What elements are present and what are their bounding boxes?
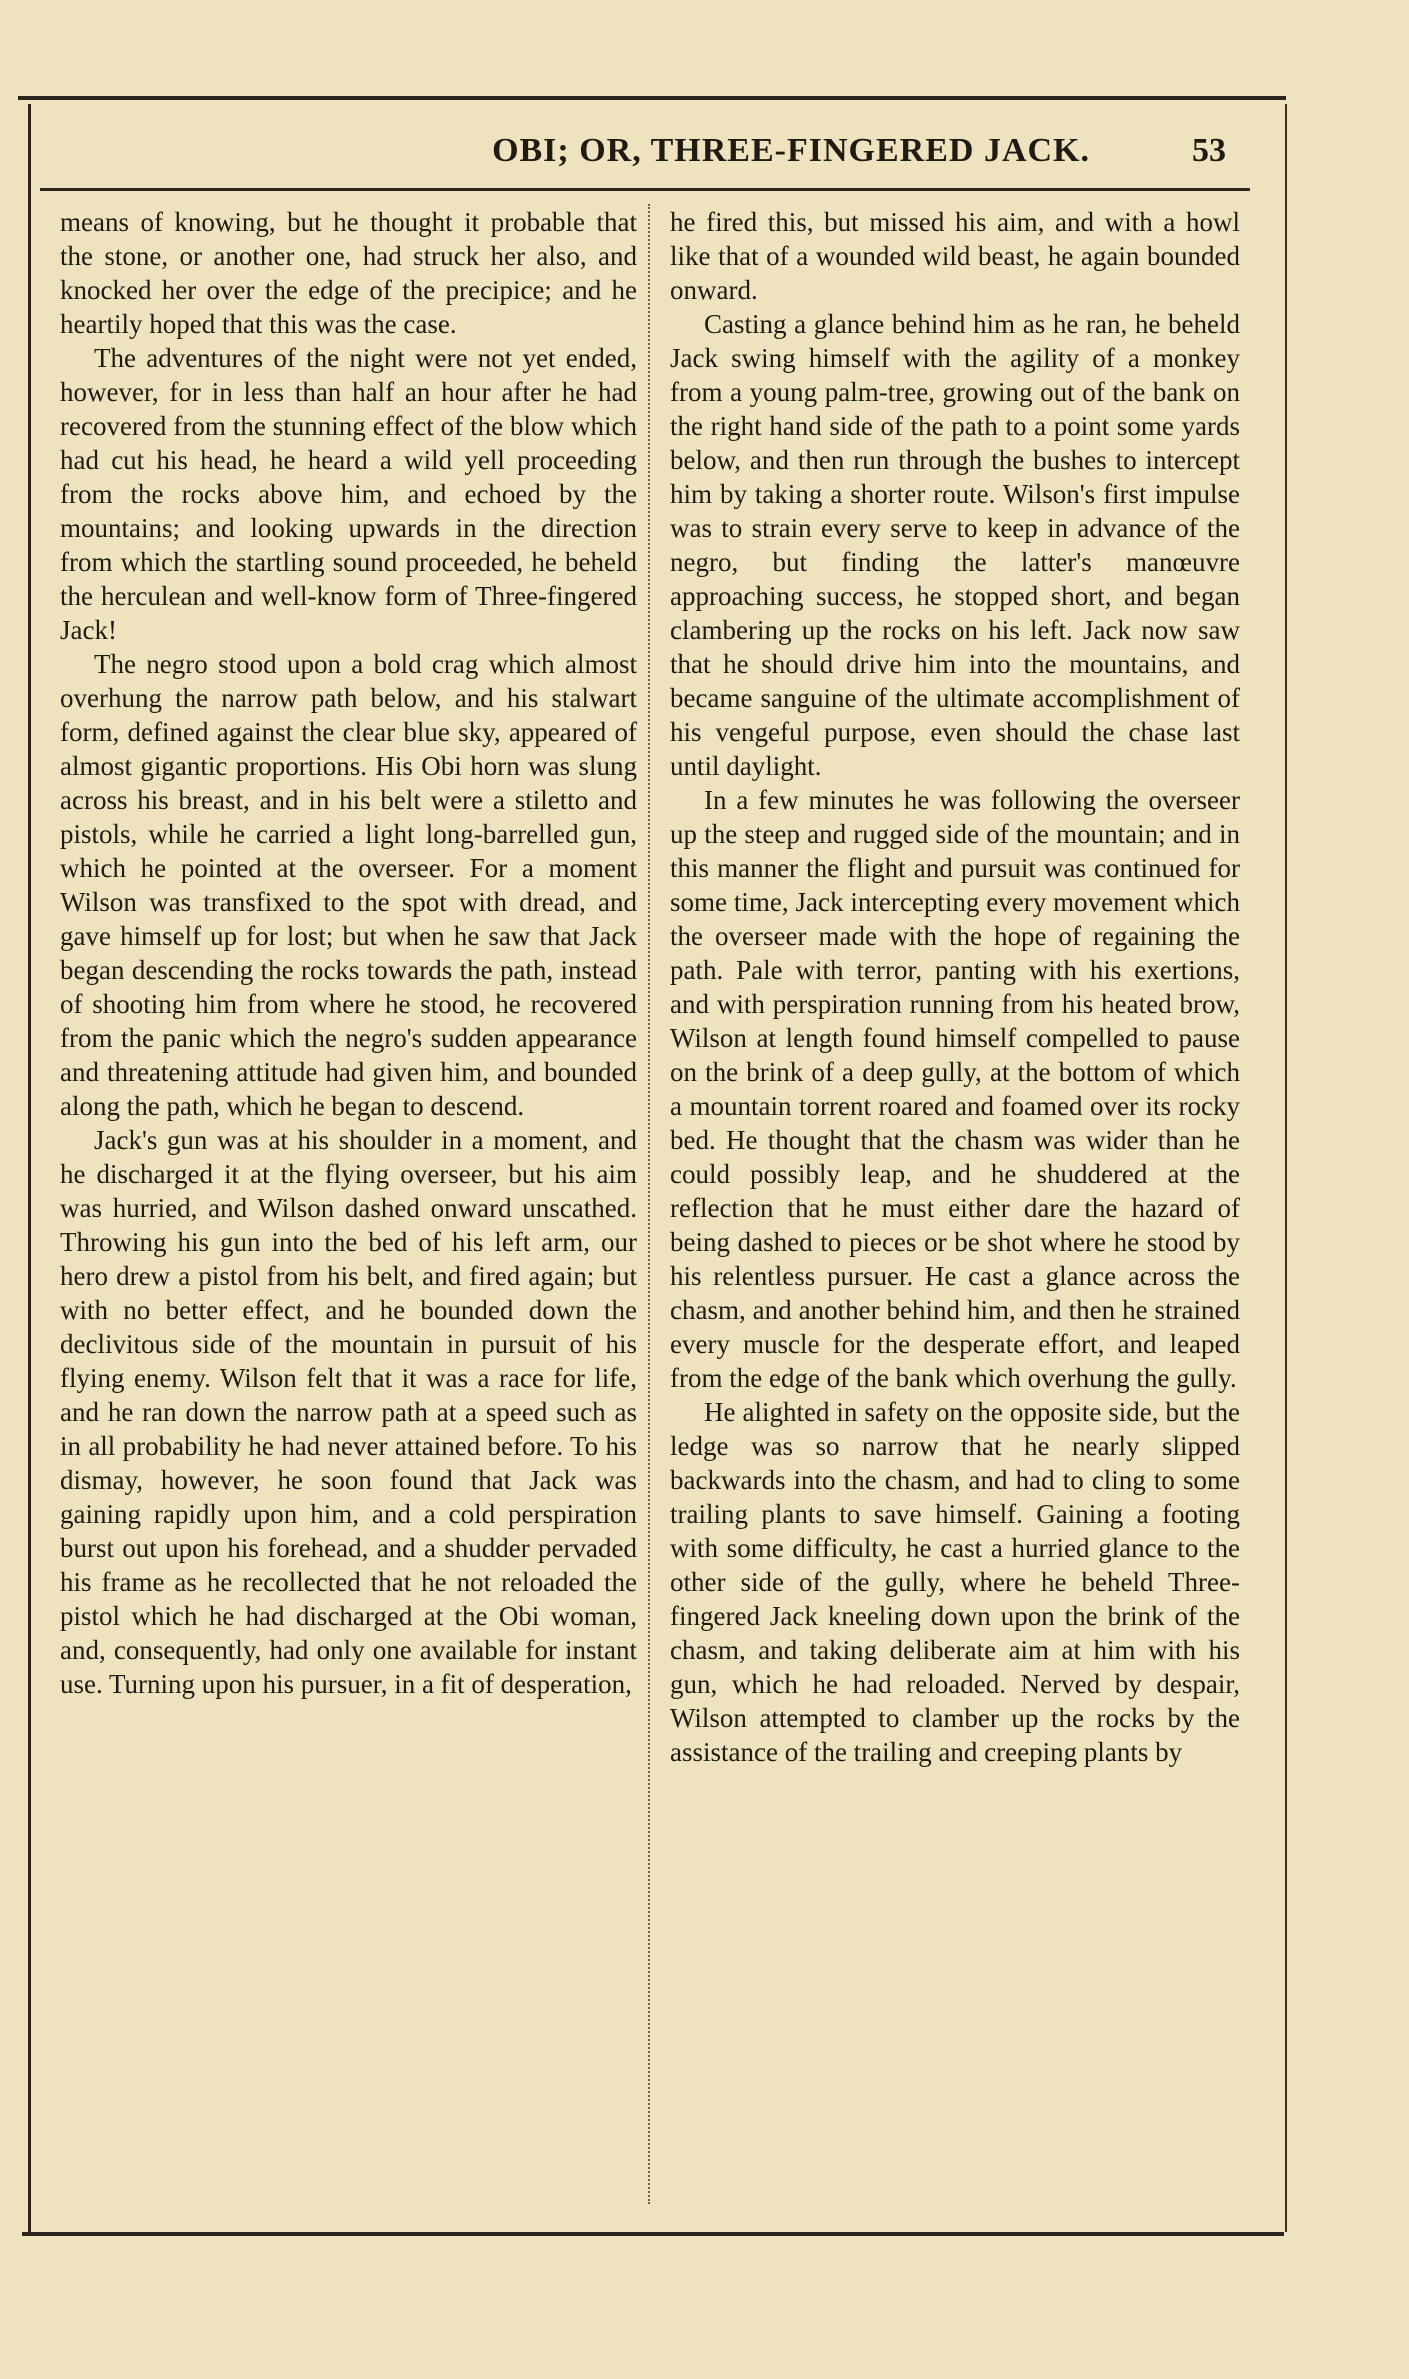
paragraph: means of knowing, but he thought it probable that the stone, or another one, had struck her also, and knocked her over the edge of the precipice; and he heartily hoped that this was the case.	[60, 207, 637, 339]
left-column	[60, 205, 637, 2195]
top-rule	[18, 96, 1286, 100]
paragraph: The negro stood upon a bold crag which almost overhung the narrow path below, and his stalwart form, defined against the clear blue sky, appeared of almost gigantic proportions. His Obi horn was slung across his breast, and in his belt were a stiletto and pistols, while he carried a light long-barrelled gun, which he pointed at the overseer. For a moment Wilson was transfixed to the spot with dread, and gave himself up for lost; but when he saw that Jack began descending the rocks towards the path, instead of shooting him from where he stood, he recovered from the panic which the negro's sudden appearance and threatening attitude had given him, and bounded along the path, which he began to descend.	[60, 649, 637, 1121]
paragraph: In a few minutes he was following the overseer up the steep and rugged side of the mountain; and in this manner the flight and pursuit was continued for some time, Jack intercepting every movement which the overseer made with the hope of regaining the path. Pale with terror, panting with his exertions, and with perspiration running from his heated brow, Wilson at length found himself compelled to pause on the brink of a deep gully, at the bottom of which a mountain torrent roared and foamed over its rocky bed. He thought that the chasm was wider than he could possibly leap, and he shuddered at the reflection that he must either dare the hazard of being dashed to pieces or be shot where he stood by his relentless pursuer. He cast a glance across the chasm, and another behind him, and then he strained every muscle for the desperate effort, and leaped from the edge of the bank which overhung the gully.	[670, 785, 1240, 1393]
paragraph: Jack's gun was at his shoulder in a moment, and he discharged it at the flying overseer, but his aim was hurried, and Wilson dashed onward unscathed. Throwing his gun into the bed of his left arm, our hero drew a pistol from his belt, and fired again; but with no better effect, and he bounded down the declivitous side of the mountain in pursuit of his flying enemy. Wilson felt that it was a race for life, and he ran down the narrow path at a speed such as in all probability he had never attained before. To his dismay, however, he soon found that Jack was gaining rapidly upon him, and a cold perspiration burst out upon his forehead, and a shudder pervaded his frame as he recollected that he not reloaded the pistol which he had discharged at the Obi woman, and, consequently, had only one available for instant use. Turning upon his pursuer, in a fit of desperation,	[60, 1125, 637, 1699]
running-title: OBI; OR, THREE-FINGERED JACK.	[492, 132, 1090, 169]
page-header	[40, 120, 1250, 180]
paragraph: The adventures of the night were not yet ended, however, for in less than half an hour after he had recovered from the stunning effect of the blow which had cut his head, he heard a wild yell proceeding from the rocks above him, and echoed by the mountains; and looking upwards in the direction from which the startling sound proceeded, he beheld the herculean and well-know form of Three-fingered Jack!	[60, 343, 637, 645]
paragraph: Casting a glance behind him as he ran, he beheld Jack swing himself with the agility of a monkey from a young palm-tree, growing out of the bank on the right hand side of the path to a point some yards below, and then run through the bushes to intercept him by taking a shorter route. Wilson's first impulse was to strain every serve to keep in advance of the negro, but finding the latter's manœuvre approaching success, he stopped short, and began clambering up the rocks on his left. Jack now saw that he should drive him into the mountains, and became sanguine of the ultimate accomplishment of his vengeful purpose, even should the chase last until daylight.	[670, 309, 1240, 781]
paragraph: he fired this, but missed his aim, and with a howl like that of a wounded wild beast, he again bounded onward.	[670, 207, 1240, 305]
column-divider	[648, 204, 651, 2204]
bottom-rule	[22, 2232, 1284, 2236]
page-number: 53	[1192, 132, 1226, 169]
right-column	[670, 205, 1240, 2195]
paragraph: He alighted in safety on the opposite side, but the ledge was so narrow that he nearly slipped backwards into the chasm, and had to cling to some trailing plants to save himself. Gaining a footing with some difficulty, he cast a hurried glance to the other side of the gully, where he beheld Three-fingered Jack kneeling down upon the brink of the chasm, and taking deliberate aim at him with his gun, which he had reloaded. Nerved by despair, Wilson attempted to clamber up the rocks by the assistance of the trailing and creeping plants by	[670, 1397, 1240, 1767]
header-rule	[40, 188, 1250, 191]
